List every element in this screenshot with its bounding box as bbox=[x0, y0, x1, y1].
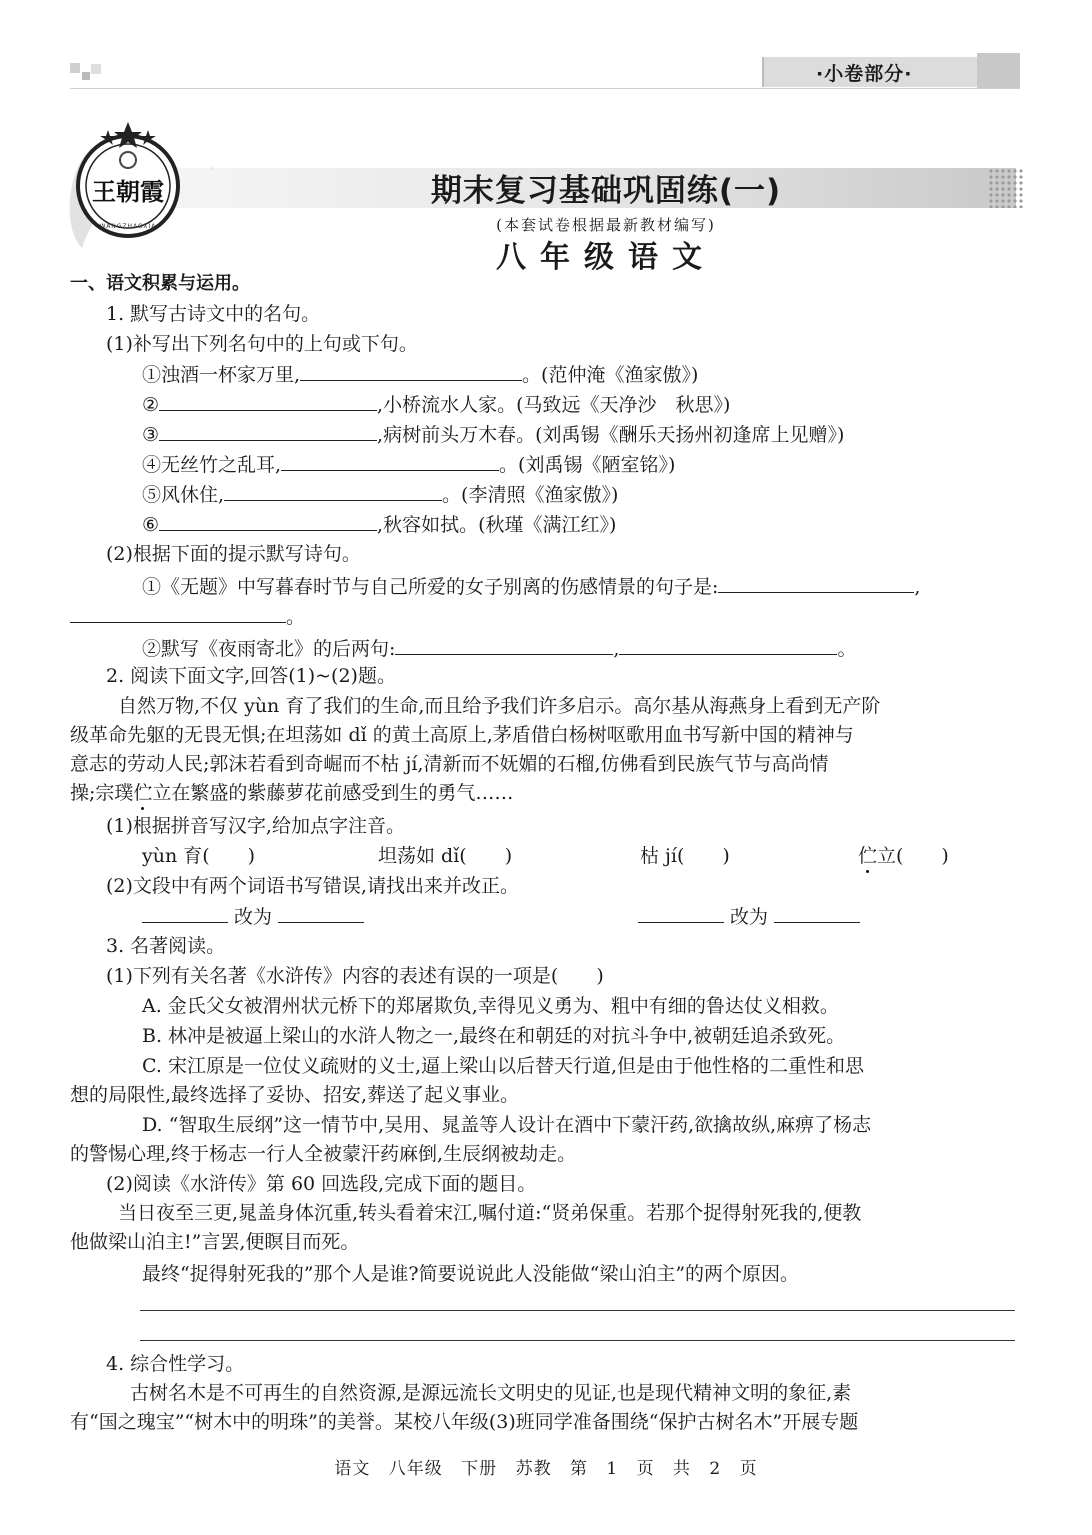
answer-blank[interactable] bbox=[224, 482, 442, 501]
answer-blank[interactable] bbox=[159, 392, 377, 411]
question-3-sub1-title: (1)下列有关名著《水浒传》内容的表述有误的一项是( ) bbox=[106, 965, 604, 987]
page-footer: 语文 八年级 下册 苏教 第 1 页 共 2 页 bbox=[334, 1459, 758, 1479]
poem-prompt-2: ②默写《夜雨寄北》的后两句: , 。 bbox=[142, 638, 857, 660]
fill-item-2: ② ,小桥流水人家。(马致远《天净沙 秋思》) bbox=[142, 394, 731, 416]
question-4-title: 4. 综合性学习。 bbox=[106, 1353, 245, 1375]
excerpt-line: 当日夜至三更,晁盖身体沉重,转头看着宋江,嘱付道:“贤弟保重。若那个捉得射死我的,便教 bbox=[118, 1202, 862, 1224]
fill-item-1: ①浊酒一杯家万里, 。(范仲淹《渔家傲》) bbox=[142, 364, 699, 386]
sub-note: (本套试卷根据最新教材编写) bbox=[496, 216, 716, 234]
question-1-sub1-title: (1)补写出下列名句中的上句或下句。 bbox=[106, 333, 418, 355]
answer-blank[interactable] bbox=[638, 904, 724, 923]
question-2-sub2-title: (2)文段中有两个词语书写错误,请找出来并改正。 bbox=[106, 875, 519, 897]
grade-subject-title: 八年级语文 bbox=[496, 240, 716, 275]
answer-blank[interactable] bbox=[159, 512, 377, 531]
option-d[interactable]: D. “智取生辰纲”这一情节中,吴用、晁盖等人设计在酒中下蒙汗药,欲擒故纵,麻痹了杨志 bbox=[142, 1114, 872, 1136]
question-3-title: 3. 名著阅读。 bbox=[106, 935, 226, 957]
logo-text: 王朝霞 bbox=[92, 177, 164, 206]
q4-text-line: 古树名木是不可再生的自然资源,是源远流长文明史的见证,也是现代精神文明的象征,素 bbox=[130, 1382, 852, 1404]
page-title: 期末复习基础巩固练(一) bbox=[430, 173, 782, 209]
option-c[interactable]: C. 宋江原是一位仗义疏财的义士,逼上梁山以后替天行道,但是由于他性格的二重性和思 bbox=[142, 1055, 865, 1077]
question-3-sub2-title: (2)阅读《水浒传》第 60 回选段,完成下面的题目。 bbox=[106, 1173, 537, 1195]
section-heading: 一、语文积累与运用。 bbox=[70, 273, 250, 294]
option-c-cont: 想的局限性,最终选择了妥协、招安,葬送了起义事业。 bbox=[70, 1084, 520, 1106]
answer-blank[interactable] bbox=[718, 574, 914, 593]
pinyin-item[interactable]: yùn 育( ) bbox=[142, 845, 256, 867]
header-divider bbox=[70, 88, 1020, 89]
answer-blank[interactable] bbox=[142, 904, 228, 923]
passage-line: 自然万物,不仅 yùn 育了我们的生命,而且给予我们许多启示。高尔基从海燕身上看到无产阶 bbox=[118, 695, 881, 717]
question-3-prompt: 最终“捉得射死我的”那个人是谁?简要说说此人没能做“梁山泊主”的两个原因。 bbox=[142, 1263, 800, 1285]
answer-blank[interactable] bbox=[278, 904, 364, 923]
fill-item-3: ③ ,病树前头万木春。(刘禹锡《酬乐天扬州初逢席上见赠》) bbox=[142, 424, 845, 446]
pinyin-item[interactable]: 坦荡如 dǐ( ) bbox=[378, 845, 513, 867]
passage-line: 级革命先躯的无畏无惧;在坦荡如 dǐ 的黄土高原上,茅盾借白杨树呕歌用血书写新中国的精神与 bbox=[70, 724, 854, 746]
excerpt-line: 他做梁山泊主!”言罢,便瞑目而死。 bbox=[70, 1231, 360, 1253]
fill-item-5: ⑤风休住, 。(李清照《渔家傲》) bbox=[142, 484, 619, 506]
answer-blank[interactable] bbox=[619, 636, 837, 655]
answer-blank[interactable] bbox=[159, 422, 377, 441]
poem-prompt-1: ①《无题》中写暮春时节与自己所爱的女子别离的伤感情景的句子是: , bbox=[142, 576, 921, 598]
answer-blank[interactable] bbox=[395, 636, 613, 655]
option-a[interactable]: A. 金氏父女被渭州状元桥下的郑屠欺负,幸得见义勇为、粗中有细的鲁达仗义相救。 bbox=[142, 995, 839, 1017]
section-tag: ·小卷部分· bbox=[762, 57, 1020, 87]
question-1-sub2-title: (2)根据下面的提示默写诗句。 bbox=[106, 543, 361, 565]
option-b[interactable]: B. 林冲是被逼上梁山的水浒人物之一,最终在和朝廷的对抗斗争中,被朝廷追杀致死。 bbox=[142, 1025, 846, 1047]
tag-end-block bbox=[977, 53, 1020, 89]
q4-text-line: 有“国之瑰宝”“树木中的明珠”的美誉。某校八年级(3)班同学准备围绕“保护古树名木”开展专题 bbox=[70, 1411, 859, 1433]
logo-ring-text: WANGZHAOXIA bbox=[99, 223, 157, 230]
question-2-title: 2. 阅读下面文字,回答(1)~(2)题。 bbox=[106, 665, 396, 687]
answer-line[interactable] bbox=[140, 1340, 1015, 1341]
poem-prompt-1-cont: 。 bbox=[70, 604, 1022, 629]
answer-blank[interactable] bbox=[300, 362, 522, 381]
question-2-sub1-title: (1)根据拼音写汉字,给加点字注音。 bbox=[106, 815, 405, 837]
question-1-title: 1. 默写古诗文中的名句。 bbox=[106, 303, 321, 325]
passage-line: 意志的劳动人民;郭沫若看到奇崛而不枯 jí,清新而不妩媚的石榴,仿佛看到民族气节与高尚情 bbox=[70, 753, 829, 775]
answer-blank[interactable] bbox=[281, 452, 499, 471]
fill-item-4: ④无丝竹之乱耳, 。(刘禹锡《陋室铭》) bbox=[142, 454, 676, 476]
option-d-cont: 的警惕心理,终于杨志一行人全被蒙汗药麻倒,生辰纲被劫走。 bbox=[70, 1143, 577, 1165]
answer-blank[interactable] bbox=[774, 904, 860, 923]
passage-line: 操;宗璞伫立在繁盛的紫藤萝花前感受到生的勇气…… bbox=[70, 782, 514, 804]
pinyin-item[interactable]: 伫立( ) bbox=[858, 845, 949, 867]
fill-item-6: ⑥ ,秋容如拭。(秋瑾《满江红》) bbox=[142, 514, 617, 536]
answer-line[interactable] bbox=[140, 1310, 1015, 1311]
pinyin-item[interactable]: 枯 jí( ) bbox=[640, 845, 730, 867]
answer-blank[interactable] bbox=[70, 604, 286, 623]
